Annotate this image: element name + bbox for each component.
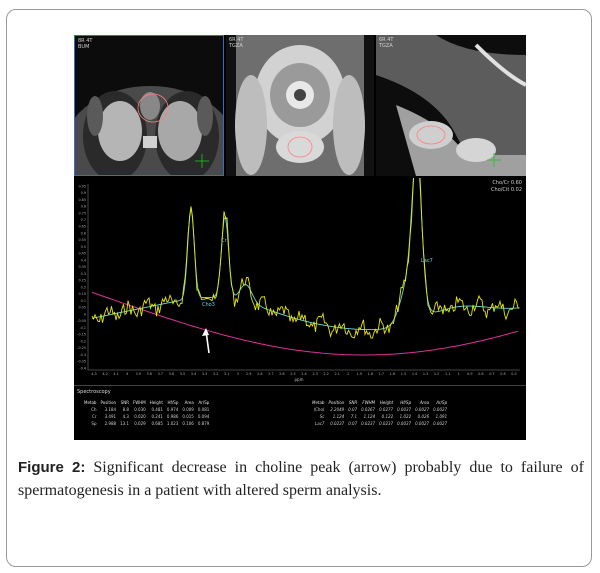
baseline-curve xyxy=(92,292,518,355)
y-tick-label: 0.15 xyxy=(78,292,86,297)
mri-label: 6R 4T TGZA xyxy=(229,37,244,49)
y-tick-label: 0.05 xyxy=(78,305,86,310)
figure-label: Figure 2: xyxy=(18,459,86,476)
table-cell: 0.106 xyxy=(182,421,194,426)
table-row xyxy=(82,420,211,427)
x-tick-label: 0.5 xyxy=(511,372,517,376)
table-cell: 1.091 xyxy=(435,414,448,419)
y-tick-label: 0.2 xyxy=(80,285,86,290)
table-row xyxy=(82,406,211,413)
table-cell: 0.009 xyxy=(182,407,194,412)
table-header: FWHM xyxy=(132,400,146,405)
mri-label: 6R 4T TGZA xyxy=(379,37,394,49)
x-tick-label: 4.1 xyxy=(113,372,119,376)
table-cell: 0.0237 xyxy=(330,421,345,426)
y-tick-label: 0.1 xyxy=(80,298,86,303)
table-header: Ar/Sp xyxy=(198,400,210,405)
table-cell: 0.241 xyxy=(151,414,163,419)
y-tick-label: 0.9 xyxy=(80,191,86,196)
table-header: Metab xyxy=(84,400,97,405)
x-tick-label: 4.3 xyxy=(91,372,97,376)
table-cell: 13.1 xyxy=(120,421,129,426)
table-header: Area xyxy=(184,400,194,405)
table-cell: 3.491 xyxy=(104,414,117,419)
y-tick-label: 0.35 xyxy=(78,265,86,270)
y-tick-label: -0.2 xyxy=(79,339,86,344)
y-tick-label: -0.3 xyxy=(79,352,86,357)
table-header: FWHM xyxy=(362,400,376,405)
table-cell: 0.0267 xyxy=(361,407,376,412)
x-tick-label: 0.8 xyxy=(478,372,484,376)
results-table-left xyxy=(82,399,211,427)
x-tick-label: 2.3 xyxy=(312,372,318,376)
table-header: Height xyxy=(379,400,394,405)
x-tick-label: 2.1 xyxy=(334,372,340,376)
x-tick-label: 1.9 xyxy=(356,372,362,376)
table-cell: 0.0237 xyxy=(361,421,376,426)
x-tick-label: 3 xyxy=(236,372,239,376)
table-row xyxy=(310,420,449,427)
y-tick-label: -0.25 xyxy=(77,346,86,351)
y-tick-label: 0.8 xyxy=(80,204,86,209)
table-cell: Ch xyxy=(91,407,97,412)
table-cell: Lac7 xyxy=(315,421,325,426)
x-axis-unit: ppm xyxy=(294,377,304,382)
table-cell: 0.0027 xyxy=(415,421,430,426)
table-cell: Cr xyxy=(92,414,97,419)
x-tick-label: 3.5 xyxy=(179,372,186,376)
table-cell: 0.0237 xyxy=(379,421,394,426)
x-tick-label: 0.9 xyxy=(467,372,473,376)
table-cell: 0.986 xyxy=(166,414,179,419)
table-cell: 1.124 xyxy=(363,414,376,419)
lactate-peak-label: Lac7 xyxy=(421,258,433,264)
x-tick-label: 3.2 xyxy=(212,372,219,376)
table-cell: Sc xyxy=(319,414,325,419)
x-tick-label: 3.7 xyxy=(157,372,164,376)
y-tick-label: 0.45 xyxy=(78,251,86,256)
y-tick-label: -0.05 xyxy=(77,319,86,324)
table-cell: Sp xyxy=(91,421,97,426)
table-header: Height xyxy=(149,400,163,405)
x-tick-label: 4.2 xyxy=(102,372,108,376)
x-tick-label: 0.7 xyxy=(489,372,495,376)
x-tick-label: 4 xyxy=(126,372,129,376)
table-header: Metab xyxy=(312,400,325,405)
x-tick-label: 1.6 xyxy=(389,372,396,376)
y-tick-label: 0.5 xyxy=(80,244,86,249)
choline-peak-label: Cho3 xyxy=(202,302,215,308)
table-cell: (Cho) xyxy=(313,407,325,412)
table-cell: 2.2049 xyxy=(330,407,345,412)
table-cell: 0.0037 xyxy=(397,407,412,412)
mr-spectrum xyxy=(74,178,526,383)
x-tick-label: 1.7 xyxy=(378,372,385,376)
table-cell: 0.020 xyxy=(134,414,146,419)
x-tick-label: 1.5 xyxy=(400,372,407,376)
table-cell: 8.8 xyxy=(122,407,129,412)
table-header: SNR xyxy=(120,400,129,405)
results-table xyxy=(74,385,526,440)
x-tick-label: 2.5 xyxy=(290,372,296,376)
x-tick-label: 2.4 xyxy=(301,372,307,376)
x-tick-label: 3.8 xyxy=(146,372,152,376)
table-cell: 4.3 xyxy=(122,414,129,419)
table-cell: 1.023 xyxy=(166,421,179,426)
table-row xyxy=(310,406,449,413)
figure-caption xyxy=(18,456,584,502)
table-cell: 0.0037 xyxy=(397,421,412,426)
mri-panel-sagittal xyxy=(376,35,526,176)
y-tick-label: 0 xyxy=(83,312,86,317)
table-cell: 0.026 xyxy=(417,414,430,419)
x-tick-label: 1.3 xyxy=(422,372,429,376)
x-tick-label: 1.2 xyxy=(433,372,440,376)
results-table-title: Spectroscopy xyxy=(77,389,111,395)
x-tick-label: 0.6 xyxy=(500,372,506,376)
x-tick-label: 3.4 xyxy=(190,372,197,376)
y-tick-label: 0.4 xyxy=(80,258,86,263)
ratio-legend-line2: Cho/Cit 0.02 xyxy=(491,187,522,193)
y-tick-label: 0.65 xyxy=(78,224,86,229)
table-header: SNR xyxy=(348,400,358,405)
creatine-peak-label: Cr xyxy=(221,238,227,244)
table-cell: 0.07 xyxy=(348,407,358,412)
raw-spectrum-curve xyxy=(92,178,520,338)
y-tick-label: 0.85 xyxy=(78,197,86,202)
x-tick-label: 3.3 xyxy=(201,372,208,376)
x-tick-label: 1.8 xyxy=(367,372,374,376)
y-tick-label: 0.55 xyxy=(78,238,86,243)
table-cell: 0.081 xyxy=(197,407,210,412)
y-tick-label: 0.3 xyxy=(80,271,86,276)
mri-label: 8R 4T BUM xyxy=(78,38,93,50)
table-header: Position xyxy=(100,400,117,405)
x-tick-label: 2.9 xyxy=(246,372,252,376)
table-header: Hf/Sp xyxy=(167,400,179,405)
table-cell: 0.07 xyxy=(348,421,358,426)
table-header: Ar/Sp xyxy=(436,400,448,405)
figure-image xyxy=(74,35,526,440)
x-tick-label: 1 xyxy=(457,372,460,376)
x-tick-label: 2.2 xyxy=(323,372,329,376)
table-header: Hf/Sp xyxy=(400,400,412,405)
y-tick-label: -0.4 xyxy=(79,366,86,371)
table-cell: 3.184 xyxy=(104,407,117,412)
x-tick-label: 2.7 xyxy=(268,372,274,376)
table-cell: 0.0027 xyxy=(433,421,448,426)
table-cell: 7.1 xyxy=(350,414,358,419)
x-tick-label: 2.8 xyxy=(257,372,263,376)
x-tick-label: 3.1 xyxy=(223,372,230,376)
table-cell: 0.029 xyxy=(134,421,146,426)
y-tick-label: -0.15 xyxy=(77,332,86,337)
y-tick-label: -0.35 xyxy=(77,359,86,364)
x-tick-label: 2.6 xyxy=(279,372,285,376)
table-cell: 0.481 xyxy=(151,407,163,412)
y-tick-label: 0.75 xyxy=(78,211,86,216)
x-tick-label: 3.6 xyxy=(168,372,175,376)
table-cell: 1.124 xyxy=(332,414,345,419)
table-row xyxy=(310,413,449,420)
table-cell: 0.0027 xyxy=(415,407,430,412)
x-tick-label: 2 xyxy=(347,372,350,376)
y-tick-label: 0.25 xyxy=(78,278,86,283)
table-cell: 0.015 xyxy=(182,414,194,419)
table-cell: 0.030 xyxy=(134,407,146,412)
table-cell: 0.094 xyxy=(197,414,210,419)
caption-text: Significant decrease in choline peak (arrow) probably due to failure of spermatogenesis in a patient with altered sperm analysis. xyxy=(18,459,585,499)
table-cell: 0.879 xyxy=(197,421,210,426)
x-tick-label: 3.9 xyxy=(135,372,141,376)
table-row xyxy=(82,413,211,420)
table-cell: 1.022 xyxy=(399,414,412,419)
mri-panel-axial xyxy=(74,35,224,176)
y-tick-label: 0.95 xyxy=(78,184,86,189)
x-tick-label: 1.4 xyxy=(411,372,418,376)
y-tick-label: -0.1 xyxy=(79,325,86,330)
table-header: Position xyxy=(328,400,345,405)
table-cell: 0.0277 xyxy=(379,407,394,412)
mri-panel-coronal xyxy=(226,35,374,176)
table-cell: 0.0027 xyxy=(433,407,448,412)
results-table-right xyxy=(310,399,449,427)
table-cell: 0.122 xyxy=(381,414,394,419)
table-cell: 2.988 xyxy=(104,421,117,426)
table-cell: 0.685 xyxy=(151,421,163,426)
table-header: Area xyxy=(419,400,430,405)
ratio-legend-line1: Cho/Cr 0.60 xyxy=(492,180,522,186)
x-tick-label: 1.1 xyxy=(444,372,451,376)
y-tick-label: 0.6 xyxy=(80,231,86,236)
y-tick-label: 0.7 xyxy=(80,218,86,223)
table-cell: 0.974 xyxy=(166,407,179,412)
choline-arrow xyxy=(202,328,209,353)
